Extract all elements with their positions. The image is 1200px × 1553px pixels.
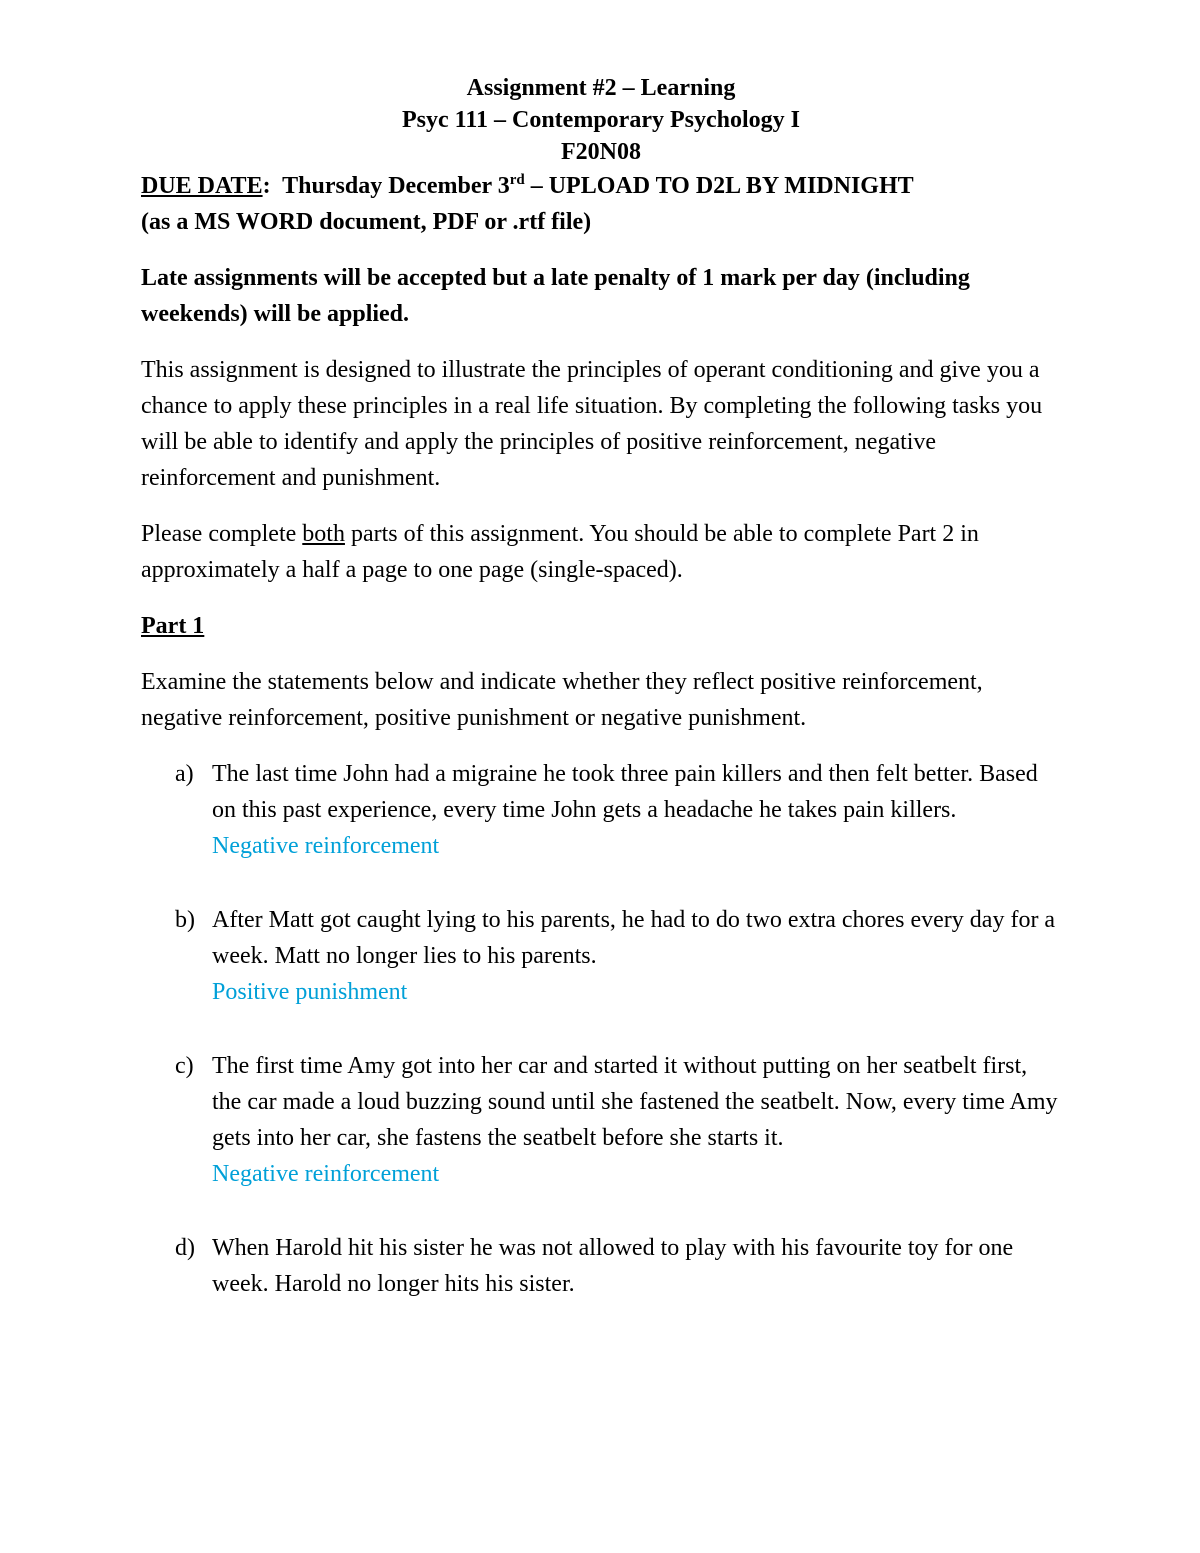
due-date-suffix: rd [509, 172, 525, 188]
question-answer: Negative reinforcement [212, 833, 440, 859]
due-date-line [141, 168, 1061, 204]
question-text: The first time Amy got into her car and started it without putting on her seatbelt first, the car made a loud buzzing sound until she fastened the seatbelt. Now, every time Amy gets into her car, she fastens the seatbelt before she starts it. [212, 1053, 1058, 1151]
assignment-title: Assignment #2 – Learning [466, 75, 736, 101]
question-item-d [141, 1230, 1061, 1302]
question-item-b [141, 902, 1061, 1010]
question-marker: d) [175, 1235, 195, 1261]
file-format-note: (as a MS WORD document, PDF or .rtf file) [141, 209, 592, 235]
course-title: Psyc 111 – Contemporary Psychology I [402, 107, 800, 133]
question-answer: Negative reinforcement [212, 1161, 440, 1187]
instructions-emphasis: both [302, 521, 345, 547]
part1-prompt: Examine the statements below and indicate whether they reflect positive reinforcement, negative reinforcement, positive punishment or negative punishment. [141, 669, 983, 731]
instructions-paragraph [141, 516, 1061, 588]
question-list [141, 756, 1061, 1302]
question-item-c [141, 1048, 1061, 1192]
question-item-a [141, 756, 1061, 864]
section-code: F20N08 [561, 139, 641, 165]
due-date-label: DUE DATE [141, 173, 263, 199]
question-marker: a) [175, 761, 194, 787]
question-text: The last time John had a migraine he took three pain killers and then felt better. Based on this past experience, every time John gets a headache he takes pain killers. [212, 761, 1038, 823]
question-marker: b) [175, 907, 195, 933]
question-answer: Positive punishment [212, 979, 408, 1005]
instructions-post: parts of this assignment. You should be able to complete Part 2 in approximately a half a page to one page (single-spaced). [141, 521, 979, 583]
document-header [121, 72, 1081, 168]
intro-paragraph: This assignment is designed to illustrate the principles of operant conditioning and give you a chance to apply these principles in a real life situation. By completing the following tasks you will be able to identify and apply the principles of positive reinforcement, negative reinforcement and punishment. [141, 357, 1043, 491]
question-text: When Harold hit his sister he was not allowed to play with his favourite toy for one week. Harold no longer hits his sister. [212, 1235, 1014, 1297]
late-policy: Late assignments will be accepted but a late penalty of 1 mark per day (including weekends) will be applied. [141, 265, 970, 327]
document-body [141, 72, 1061, 1340]
due-date-colon: : [262, 173, 271, 199]
instructions-pre: Please complete [141, 521, 303, 547]
question-text: After Matt got caught lying to his parents, he had to do two extra chores every day for a week. Matt no longer lies to his parents. [212, 907, 1056, 969]
question-marker: c) [175, 1053, 194, 1079]
due-date-upload: – UPLOAD TO D2L BY MIDNIGHT [524, 173, 914, 199]
part1-heading: Part 1 [141, 613, 205, 639]
due-date-value: Thursday December 3 [282, 173, 510, 199]
